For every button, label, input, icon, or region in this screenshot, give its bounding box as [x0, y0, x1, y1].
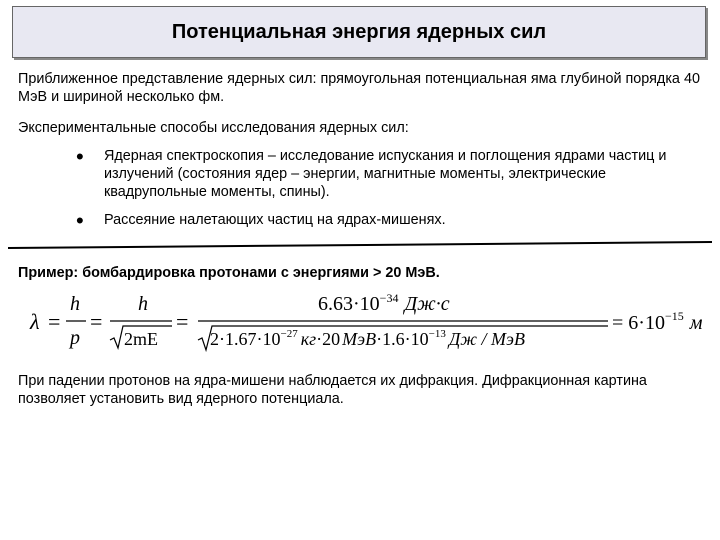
formula-p: p [70, 327, 80, 349]
formula-lambda: λ [30, 309, 40, 334]
formula-h: h [138, 293, 148, 315]
formula-numerator: $6.63\cdot 10^{-34}$ Дж·с [318, 291, 450, 315]
example-heading: Пример: бомбардировка протонами с энергиями > 20 МэВ. [18, 265, 440, 281]
formula-equals: = [48, 309, 61, 334]
bullet-dot: • [76, 208, 84, 233]
formula-result: = $6\cdot 10^{-15}$ м [612, 309, 703, 334]
bullet-item-scattering: Рассеяние налетающих частиц на ядрах-мишенях. [104, 212, 446, 228]
slide-title-text: Потенциальная энергия ядерных сил [171, 20, 547, 43]
diffraction-paragraph: При падении протонов на ядра-мишени наблюдается их дифракция. Дифракционная картина позволяет установить вид ядерного потенциала. [18, 373, 647, 407]
formula-equals: = [90, 309, 103, 334]
wavelength-formula [26, 288, 716, 358]
methods-heading: Экспериментальные способы исследования ядерных сил: [18, 120, 409, 136]
bullet-dot: • [76, 144, 84, 169]
intro-paragraph: Приближенное представление ядерных сил: прямоугольная потенциальная яма глубиной порядка 40 МэВ и шириной несколько фм. [18, 71, 700, 105]
bullet-item-spectroscopy: Ядерная спектроскопия – исследование испускания и поглощения ядрами частиц и излучений (состояния ядер – энергии, магнитные моменты, электрические квадрупольные моменты, спины). [104, 148, 667, 200]
formula-h: h [70, 293, 80, 315]
formula-equals: = [176, 309, 189, 334]
slide-title [12, 6, 706, 58]
formula-sqrt-arg: 2mE [124, 329, 158, 349]
formula-denominator: $2\cdot 1.67\cdot 10^{-27}$ кг·20 $МэВ\cdot 1.6\cdot 10^{-13}$ Дж / МэВ [210, 328, 525, 349]
section-divider [8, 238, 712, 254]
